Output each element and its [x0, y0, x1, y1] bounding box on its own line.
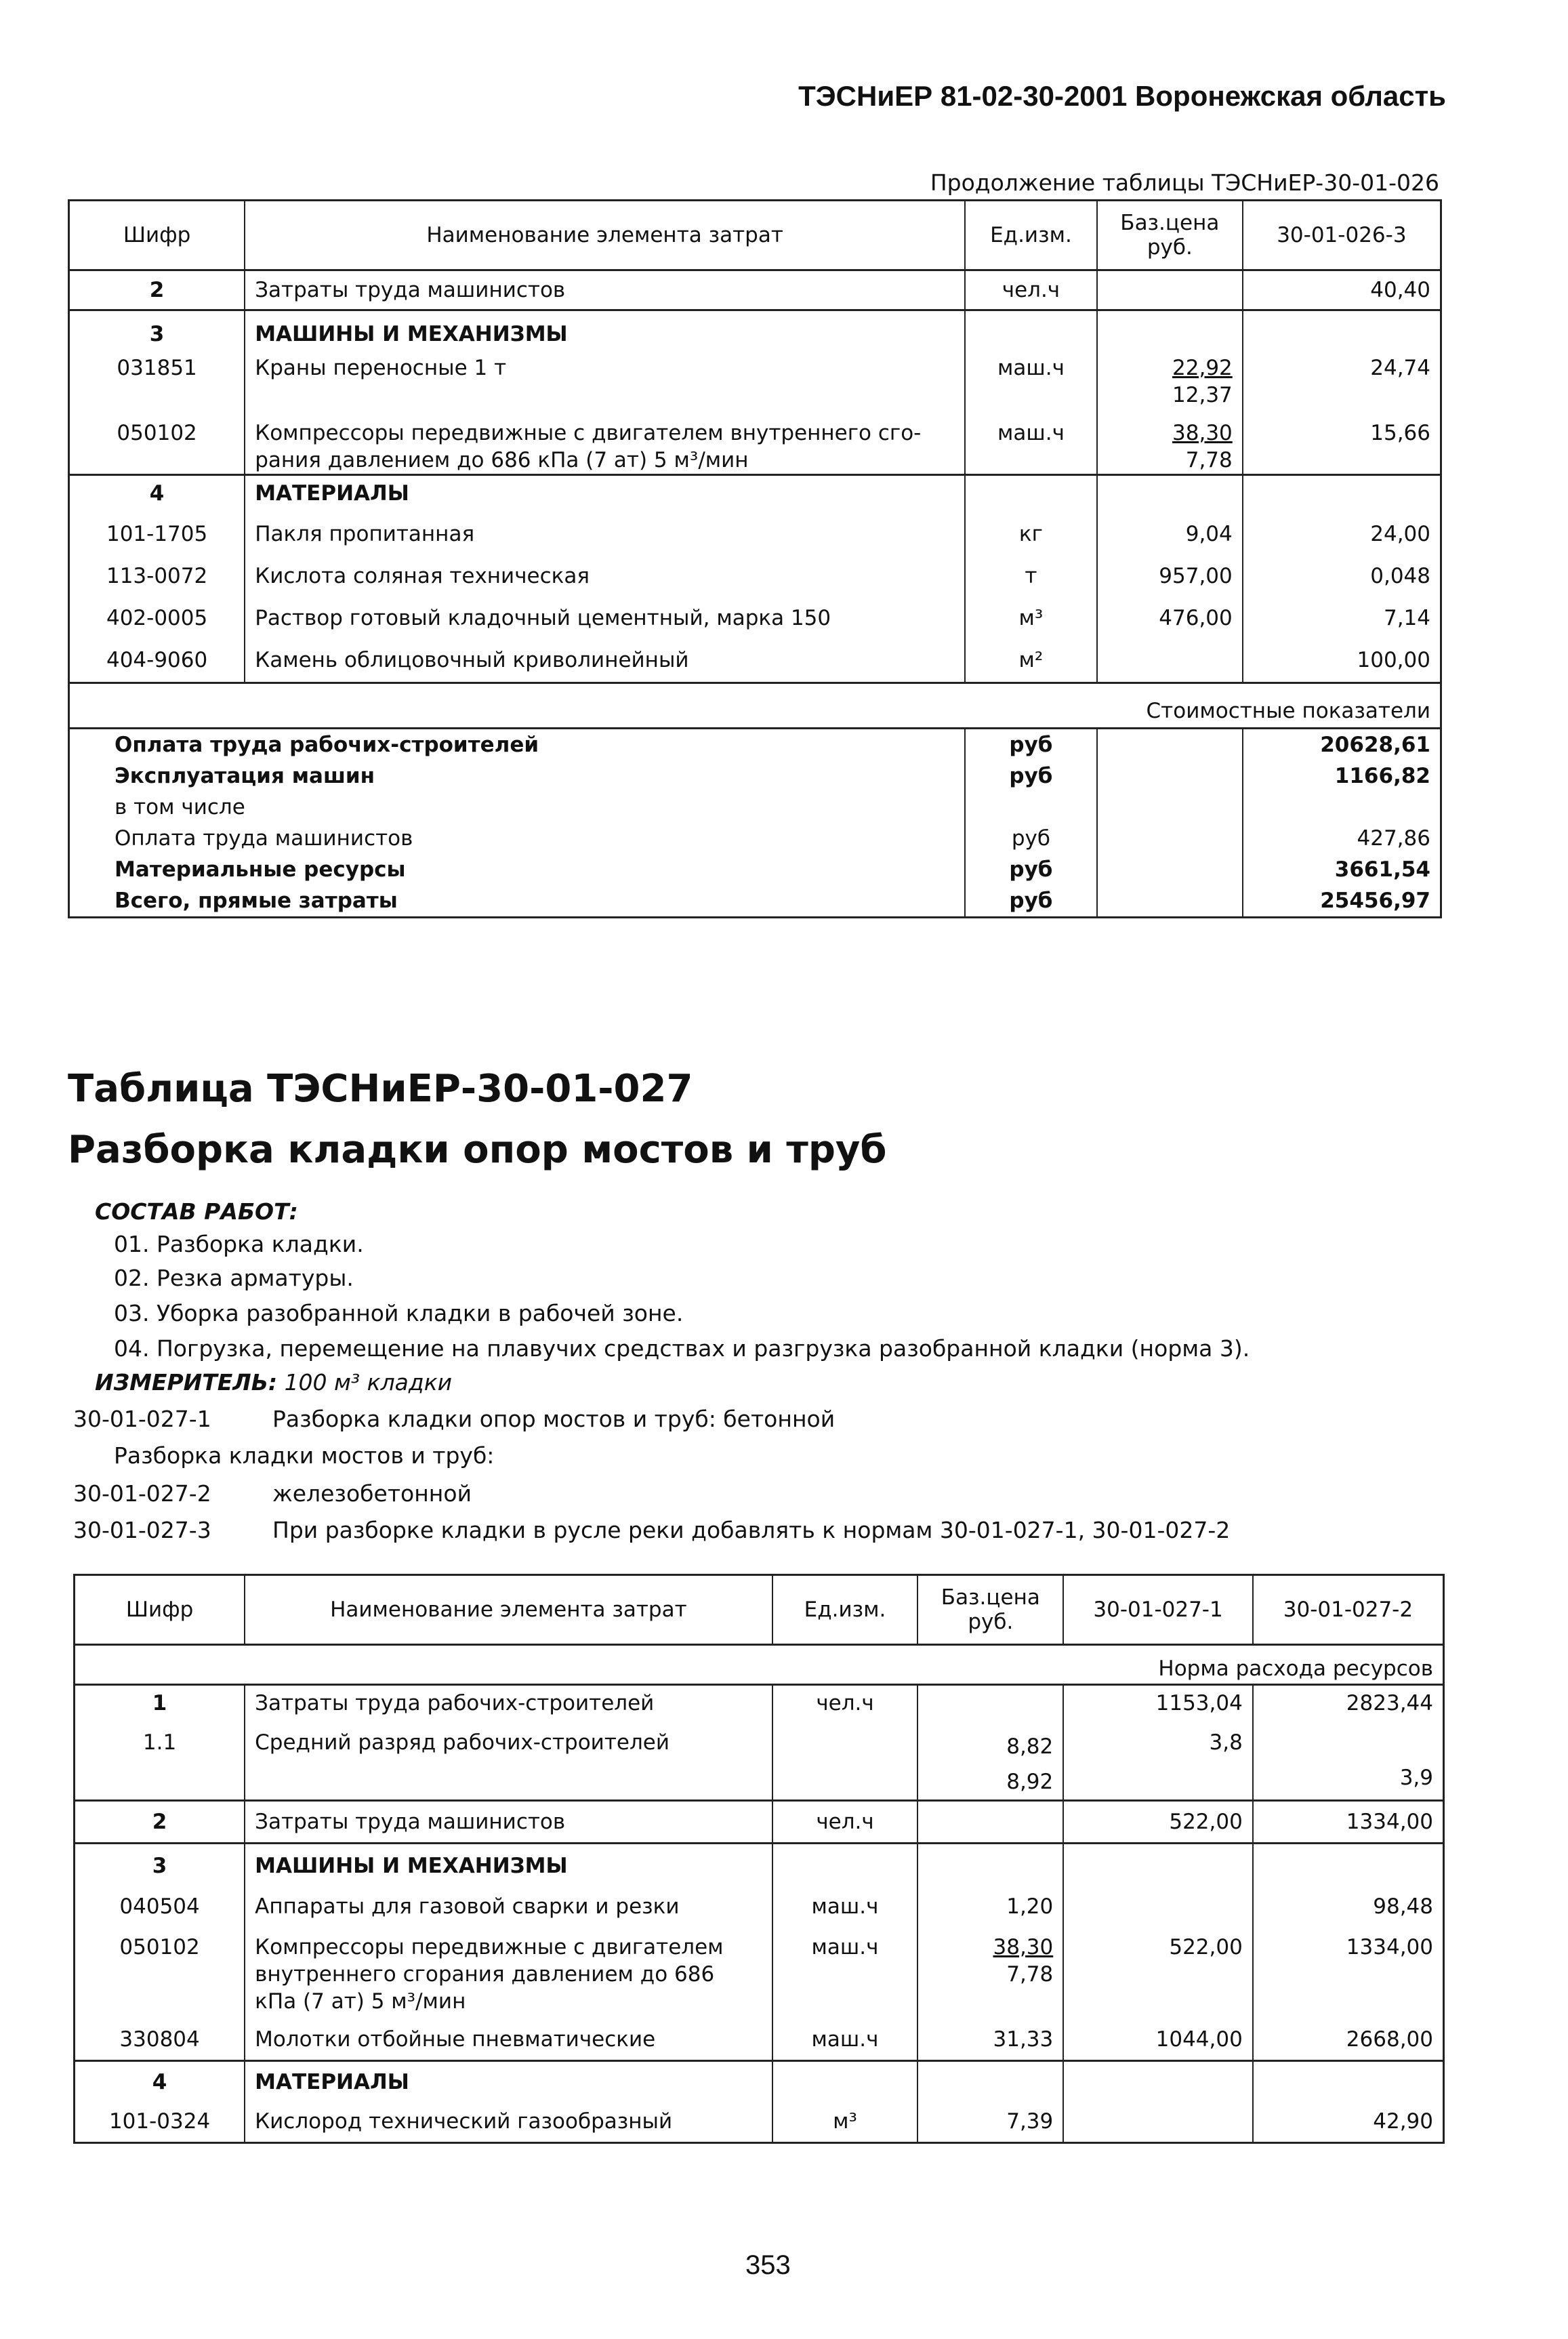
norm-label-row — [75, 1645, 1444, 1685]
page-number: 353 — [745, 2250, 791, 2280]
row-value-2: 1334,00 — [1253, 1801, 1444, 1844]
table-header-row — [69, 201, 1441, 270]
summary-row — [69, 792, 1441, 823]
table-row — [75, 2061, 1444, 2096]
row-code: 113-0072 — [106, 564, 208, 588]
row-value-1 — [1063, 2096, 1253, 2143]
row-name: Раствор готовый кладочный цементный, марка 150 — [245, 590, 965, 632]
summary-row — [69, 885, 1441, 918]
row-name: Средний разряд рабочих-строителей — [245, 1717, 772, 1801]
row-code: 040504 — [119, 1894, 200, 1919]
row-unit: м² — [965, 632, 1097, 683]
row-price: 476,00 — [1097, 590, 1243, 632]
price-b: 8,92 — [1006, 1770, 1054, 1794]
table-row — [69, 475, 1441, 508]
row-section-name: МАШИНЫ И МЕХАНИЗМЫ — [245, 310, 965, 348]
works-label: СОСТАВ РАБОТ: — [95, 1198, 298, 1225]
table-row — [69, 507, 1441, 548]
summary-row — [69, 729, 1441, 761]
row-value: 24,00 — [1243, 507, 1441, 548]
column-header: 30-01-027-2 — [1253, 1575, 1444, 1645]
table-title: Таблица ТЭСНиЕР-30-01-027 — [68, 1067, 693, 1111]
price-base: 7,78 — [1185, 448, 1233, 472]
row-unit: маш.ч — [965, 409, 1097, 475]
table-row — [69, 548, 1441, 590]
row-unit: чел.ч — [772, 1685, 918, 1717]
row-name-line: внутреннего сгорания давлением до 686 — [255, 1962, 715, 1987]
row-name: Затраты труда машинистов — [245, 1801, 772, 1844]
summary-value: 20628,61 — [1243, 729, 1441, 761]
row-code: 2 — [152, 1810, 167, 1834]
column-header: 30-01-027-1 — [1063, 1575, 1253, 1645]
table-row — [69, 409, 1441, 475]
row-name-line: Компрессоры передвижные с двигателем — [255, 1935, 724, 1959]
row-name-line: кПа (7 ат) 5 м³/мин — [255, 1989, 466, 2014]
row-section-name: МАШИНЫ И МЕХАНИЗМЫ — [245, 1844, 772, 1880]
summary-unit: руб — [965, 823, 1097, 854]
row-code: 4 — [152, 2070, 167, 2094]
price-current: 22,92 — [1172, 356, 1233, 380]
row-price — [1097, 632, 1243, 683]
row-name — [245, 409, 965, 475]
table-row — [75, 1920, 1444, 2015]
work-item: 03. Уборка разобранной кладки в рабочей зоне. — [114, 1300, 684, 1326]
norm-code: 30-01-027-2 — [73, 1480, 211, 1507]
row-code: 050102 — [119, 1935, 200, 1959]
continuation-note: Продолжение таблицы ТЭСНиЕР-30-01-026 — [930, 169, 1439, 196]
row-price: 31,33 — [917, 2015, 1063, 2061]
row-price: 957,00 — [1097, 548, 1243, 590]
column-header: Наименование элемента затрат — [245, 201, 965, 270]
column-header: Шифр — [125, 1598, 194, 1622]
row-unit: м³ — [965, 590, 1097, 632]
summary-row — [69, 760, 1441, 792]
row-name: Затраты труда рабочих-строителей — [245, 1685, 772, 1717]
row-unit: маш.ч — [772, 2015, 918, 2061]
summary-row — [69, 854, 1441, 885]
row-value: 40,40 — [1243, 270, 1441, 310]
norm-group-text: Разборка кладки мостов и труб: — [114, 1442, 495, 1469]
summary-unit: руб — [965, 854, 1097, 885]
price-base: 7,78 — [1006, 1962, 1054, 1987]
summary-unit: руб — [965, 885, 1097, 918]
row-section-name: МАТЕРИАЛЫ — [245, 475, 965, 508]
summary-label: Эксплуатация машин — [115, 764, 375, 788]
row-price — [1097, 270, 1243, 310]
row-code: 031851 — [117, 356, 197, 380]
row-code: 1.1 — [142, 1730, 177, 1755]
row-unit: маш.ч — [965, 348, 1097, 409]
running-header: ТЭСНиЕР 81-02-30-2001 Воронежская область — [798, 80, 1446, 112]
table-row — [69, 348, 1441, 409]
summary-value: 427,86 — [1243, 823, 1441, 854]
summary-label: Оплата труда машинистов — [115, 826, 413, 851]
table-row — [69, 270, 1441, 310]
row-unit: м³ — [772, 2096, 918, 2143]
table-header-row — [75, 1575, 1444, 1645]
row-code: 101-0324 — [108, 2109, 211, 2134]
table-row — [75, 1801, 1444, 1844]
row-price — [1097, 348, 1243, 409]
row-price — [917, 1801, 1063, 1844]
summary-value: 3661,54 — [1243, 854, 1441, 885]
summary-unit: руб — [965, 729, 1097, 761]
row-value-2: 2823,44 — [1253, 1685, 1444, 1717]
row-name: Кислород технический газообразный — [245, 2096, 772, 2143]
row-value: 0,048 — [1243, 548, 1441, 590]
section-subtitle: Разборка кладки опор мостов и труб — [68, 1128, 887, 1172]
summary-value: 25456,97 — [1243, 885, 1441, 918]
meter-line — [95, 1369, 452, 1396]
row-code: 404-9060 — [106, 648, 208, 672]
row-name: Камень облицовочный криволинейный — [245, 632, 965, 683]
row-value-1: 522,00 — [1063, 1920, 1253, 2015]
table-row — [75, 2015, 1444, 2061]
row-price: 9,04 — [1097, 507, 1243, 548]
norm-text: При разборке кладки в русле реки добавлять к нормам 30-01-027-1, 30-01-027-2 — [272, 1517, 1231, 1543]
row-unit: т — [965, 548, 1097, 590]
work-item: 02. Резка арматуры. — [114, 1265, 354, 1291]
summary-label: Материальные ресурсы — [115, 857, 406, 882]
column-header: Баз.цена руб. — [1097, 201, 1243, 270]
summary-label: Всего, прямые затраты — [115, 889, 398, 913]
column-header: Баз.цена руб. — [917, 1575, 1063, 1645]
row-value-2: 1334,00 — [1253, 1920, 1444, 2015]
summary-label: Оплата труда рабочих-строителей — [115, 733, 539, 757]
row-value: 24,74 — [1243, 348, 1441, 409]
row-unit — [772, 1717, 918, 1801]
row-unit: маш.ч — [772, 1920, 918, 2015]
row-value-1: 522,00 — [1063, 1801, 1253, 1844]
summary-label: в том числе — [115, 795, 245, 819]
summary-row — [69, 823, 1441, 854]
price-base: 12,37 — [1172, 383, 1233, 407]
row-name: Кислота соляная техническая — [245, 548, 965, 590]
summary-value: 1166,82 — [1243, 760, 1441, 792]
row-name: Аппараты для газовой сварки и резки — [245, 1879, 772, 1920]
meter-label: ИЗМЕРИТЕЛЬ: — [95, 1369, 278, 1396]
norm-label: Норма расхода ресурсов — [1158, 1656, 1433, 1681]
row-name: Краны переносные 1 т — [245, 348, 965, 409]
row-price: 7,39 — [917, 2096, 1063, 2143]
price-current: 38,30 — [993, 1935, 1054, 1959]
column-header: Наименование элемента затрат — [245, 1575, 772, 1645]
row-value: 7,14 — [1243, 590, 1441, 632]
row-value-2: 98,48 — [1253, 1879, 1444, 1920]
row-code: 4 — [149, 481, 165, 506]
row-price — [917, 1685, 1063, 1717]
row-unit: маш.ч — [772, 1879, 918, 1920]
row-section-name: МАТЕРИАЛЫ — [245, 2061, 772, 2096]
row-unit: чел.ч — [965, 270, 1097, 310]
summary-unit: руб — [965, 760, 1097, 792]
row-value-1: 1153,04 — [1063, 1685, 1253, 1717]
column-header: Ед.изм. — [772, 1575, 918, 1645]
resources-table-026 — [68, 199, 1442, 918]
norm-text: железобетонной — [272, 1480, 472, 1507]
row-name: Молотки отбойные пневматические — [245, 2015, 772, 2061]
row-price — [917, 1920, 1063, 2015]
row-price — [917, 1717, 1063, 1801]
table-row — [75, 1879, 1444, 1920]
table-row — [75, 1685, 1444, 1717]
row-price: 1,20 — [917, 1879, 1063, 1920]
work-item: 01. Разборка кладки. — [114, 1231, 364, 1257]
table-row — [75, 1844, 1444, 1880]
norm-code: 30-01-027-3 — [73, 1517, 211, 1543]
table-row — [75, 2096, 1444, 2143]
table-row — [69, 310, 1441, 348]
row-code: 402-0005 — [106, 606, 208, 630]
row-value-2: 42,90 — [1253, 2096, 1444, 2143]
row-name: Затраты труда машинистов — [245, 270, 965, 310]
column-header: Ед.изм. — [965, 201, 1097, 270]
row-code: 330804 — [119, 2027, 200, 2052]
row-code: 1 — [152, 1691, 167, 1715]
table-row — [75, 1717, 1444, 1801]
row-unit: кг — [965, 507, 1097, 548]
resources-table-027 — [73, 1574, 1445, 2144]
table-row — [69, 632, 1441, 683]
row-value: 100,00 — [1243, 632, 1441, 683]
row-name-line: рания давлением до 686 кПа (7 ат) 5 м³/мин — [255, 448, 749, 472]
row-unit: чел.ч — [772, 1801, 918, 1844]
row-value-1: 3,8 — [1063, 1717, 1253, 1801]
row-code: 050102 — [117, 421, 197, 445]
row-value: 15,66 — [1243, 409, 1441, 475]
price-current: 38,30 — [1172, 421, 1233, 445]
row-code: 101-1705 — [106, 522, 208, 546]
row-code: 2 — [149, 278, 165, 302]
work-item: 04. Погрузка, перемещение на плавучих средствах и разгрузка разобранной кладки (норма 3). — [114, 1335, 1250, 1362]
column-header: 30-01-026-3 — [1243, 201, 1441, 270]
norm-text: Разборка кладки опор мостов и труб: бетонной — [272, 1406, 835, 1432]
row-code: 3 — [149, 322, 165, 346]
meter-value: 100 м³ кладки — [284, 1369, 453, 1396]
row-value-2: 3,9 — [1253, 1717, 1444, 1801]
row-value-1 — [1063, 1879, 1253, 1920]
table-row — [69, 590, 1441, 632]
column-header: Шифр — [123, 223, 191, 247]
norm-code: 30-01-027-1 — [73, 1406, 211, 1432]
price-a: 8,82 — [1006, 1734, 1054, 1759]
cost-indicators-label: Стоимостные показатели — [1146, 699, 1430, 723]
row-name-line: Компрессоры передвижные с двигателем внутреннего сго- — [255, 421, 922, 445]
cost-indicators-row — [69, 683, 1441, 729]
row-value-1: 1044,00 — [1063, 2015, 1253, 2061]
row-value-2: 2668,00 — [1253, 2015, 1444, 2061]
row-price — [1097, 409, 1243, 475]
row-name: Пакля пропитанная — [245, 507, 965, 548]
row-name — [245, 1920, 772, 2015]
row-code: 3 — [152, 1854, 167, 1878]
